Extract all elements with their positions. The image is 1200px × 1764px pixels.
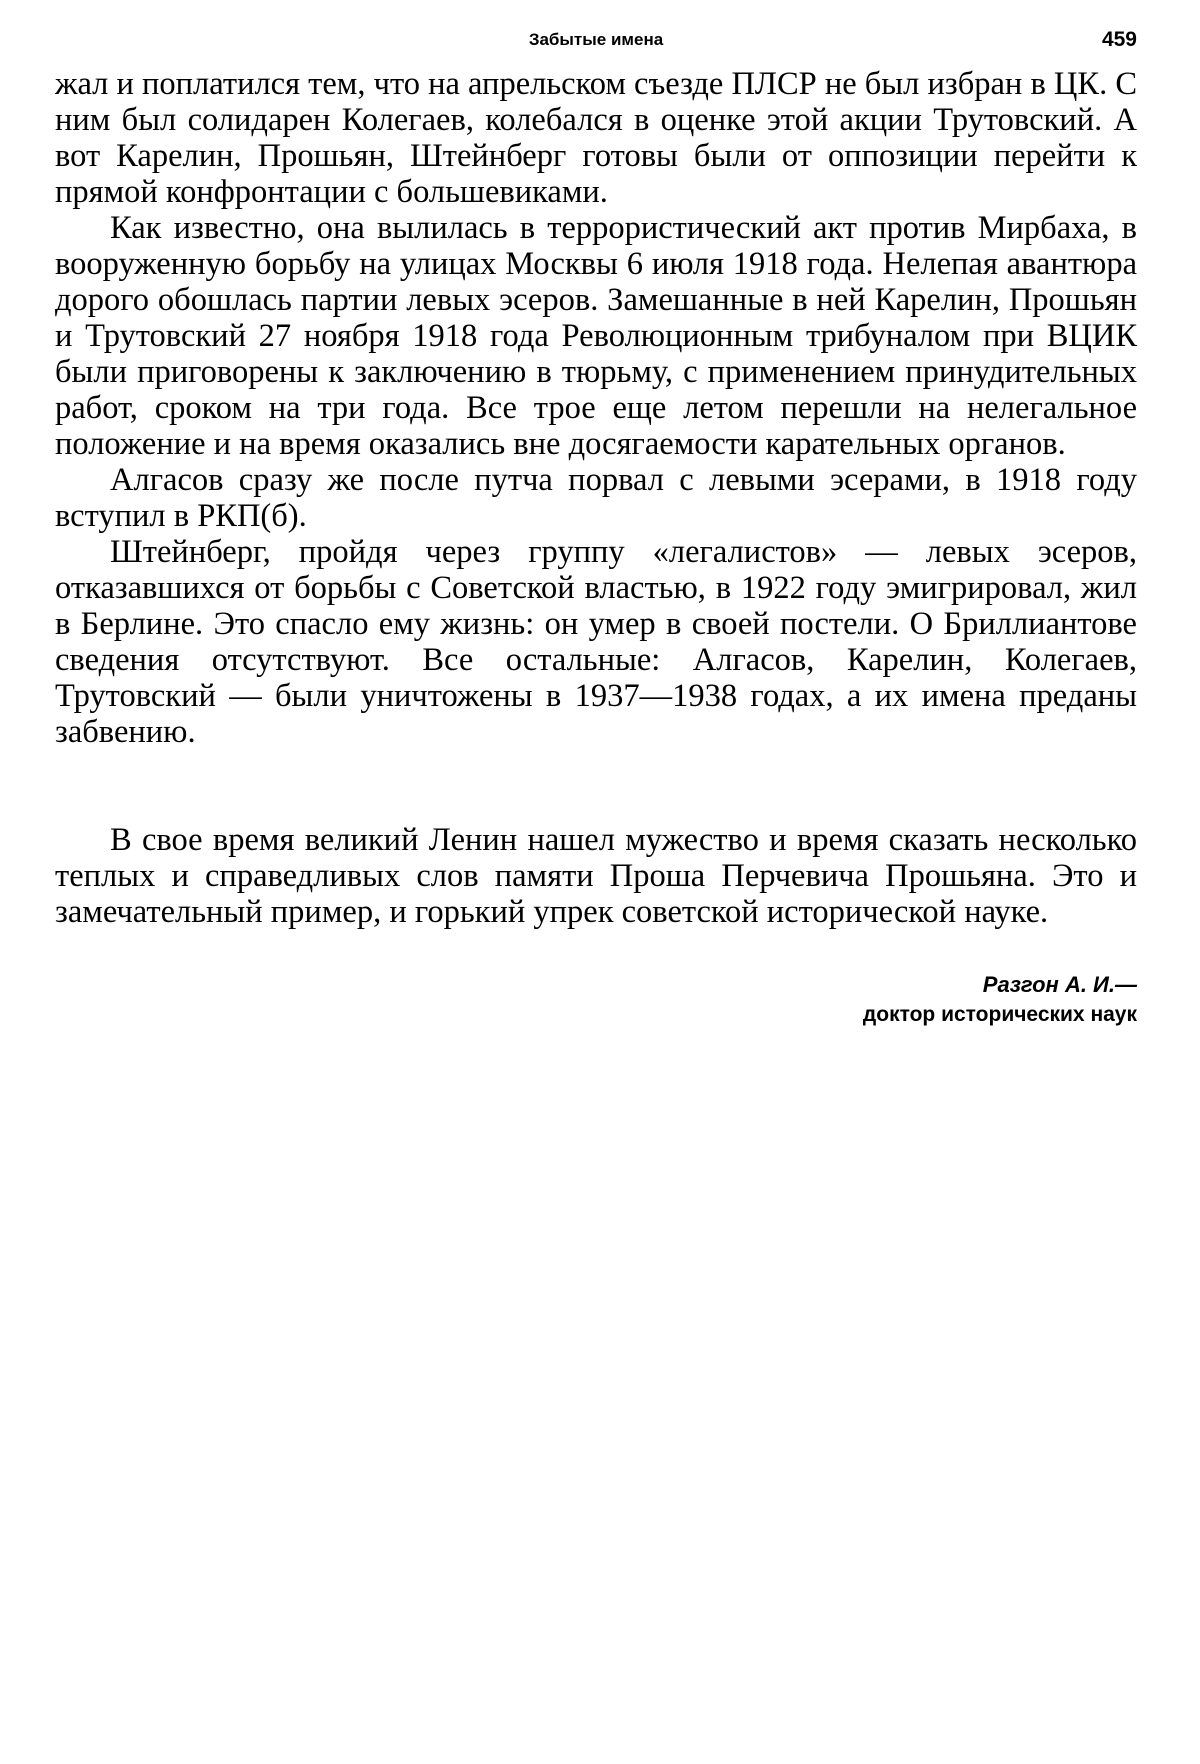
author-name: Разгон А. И.— <box>982 972 1137 997</box>
signature <box>55 970 1137 1030</box>
paragraph-continuation: жал и поплатился тем, что на апрельском съезде ПЛСР не был избран в ЦК. С ним был солидарен Колегаев, колебался в оценке этой акции Трутовский. А вот Карелин, Прошьян, Штейнберг готовы были от оппозиции перейти к прямой конфронтации с большевиками. <box>55 66 1137 210</box>
book-page <box>55 26 1137 1030</box>
running-title: Забытые имена <box>528 30 664 49</box>
paragraph-algasov: Алгасов сразу же после путча порвал с левыми эсерами, в 1918 году вступил в РКП(б). <box>55 462 1137 534</box>
author-title: доктор исторических наук <box>862 1003 1137 1026</box>
main-text <box>55 66 1137 930</box>
paragraph-lenin: В свое время великий Ленин нашел мужество и время сказать несколько теплых и справедливых слов памяти Проша Перчевича Прошьяна. Это и замечательный пример, и горький упрек советской исторической науке. <box>55 822 1137 930</box>
running-head <box>55 26 1137 66</box>
paragraph-steinberg: Штейнберг, пройдя через группу «легалистов» — левых эсеров, отказавшихся от борьбы с Советской властью, в 1922 году эмигрировал, жил в Берлине. Это спасло ему жизнь: он умер в своей постели. О Бриллиантове сведения отсутствуют. Все остальные: Алгасов, Карелин, Колегаев, Трутовский — были уничтожены в 1937—1938 годах, а их имена преданы забвению. <box>55 534 1137 750</box>
page-number: 459 <box>1101 28 1137 51</box>
paragraph-mirbach: Как известно, она вылилась в террористический акт против Мирбаха, в вооруженную борьбу на улицах Москвы 6 июля 1918 года. Нелепая авантюра дорого обошлась партии левых эсеров. Замешанные в ней Карелин, Прошьян и Трутовский 27 ноября 1918 года Революционным трибуналом при ВЦИК были приговорены к заключению в тюрьму, с применением принудительных работ, сроком на три года. Все трое еще летом перешли на нелегальное положение и на время оказались вне досягаемости карательных органов. <box>55 210 1137 462</box>
